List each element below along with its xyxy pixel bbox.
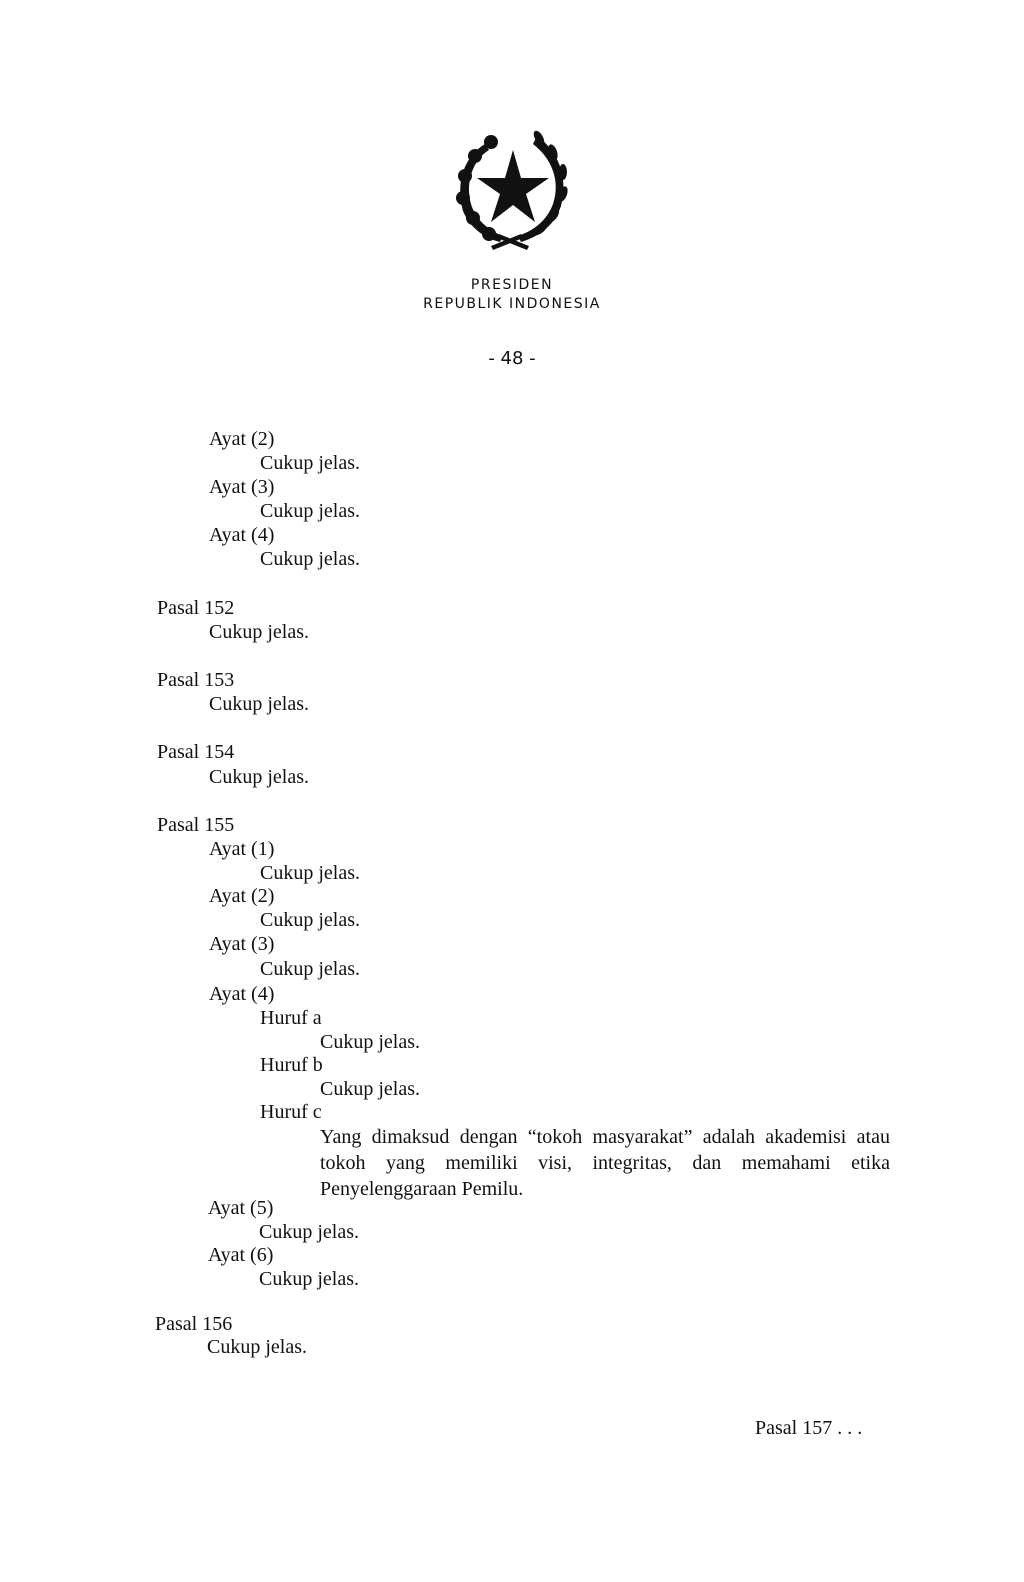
ayat-heading: Ayat (3)	[209, 933, 275, 955]
header-title-line1: PRESIDEN	[470, 277, 554, 293]
ayat-heading: Ayat (4)	[209, 983, 275, 1005]
ayat-heading: Ayat (1)	[209, 838, 275, 860]
ayat-heading: Ayat (2)	[209, 428, 275, 450]
explanation-text: Cukup jelas.	[260, 958, 360, 980]
ayat-heading: Ayat (6)	[208, 1244, 274, 1266]
explanation-text: Cukup jelas.	[259, 1221, 359, 1243]
huruf-heading: Huruf b	[260, 1054, 323, 1076]
garuda-emblem-icon	[445, 126, 575, 252]
huruf-heading: Huruf c	[260, 1101, 322, 1123]
huruf-c-explanation: Yang dimaksud dengan “tokoh masyarakat” adalah akademisi atau tokoh yang memiliki visi, integritas, dan memahami etika Penyelenggaraan Pemilu.	[320, 1126, 890, 1200]
pasal-heading: Pasal 152	[157, 597, 235, 619]
explanation-text: Cukup jelas.	[320, 1078, 420, 1100]
huruf-heading: Huruf a	[260, 1007, 322, 1029]
ayat-heading: Ayat (4)	[209, 524, 275, 546]
explanation-text: Cukup jelas.	[260, 862, 360, 884]
explanation-text: Cukup jelas.	[260, 909, 360, 931]
explanation-text: Cukup jelas.	[207, 1336, 307, 1358]
explanation-text: Cukup jelas.	[259, 1268, 359, 1290]
explanation-text: Cukup jelas.	[260, 500, 360, 522]
ayat-heading: Ayat (5)	[208, 1197, 274, 1219]
pasal-heading: Pasal 156	[155, 1313, 233, 1335]
explanation-text: Cukup jelas.	[209, 621, 309, 643]
header-title-line2: REPUBLIK INDONESIA	[423, 296, 601, 312]
explanation-text: Cukup jelas.	[260, 548, 360, 570]
explanation-text: Cukup jelas.	[320, 1031, 420, 1053]
explanation-text: Cukup jelas.	[260, 452, 360, 474]
explanation-text: Cukup jelas.	[209, 766, 309, 788]
pasal-heading: Pasal 155	[157, 814, 235, 836]
explanation-text: Cukup jelas.	[209, 693, 309, 715]
pasal-heading: Pasal 154	[157, 741, 235, 763]
page-number: - 48 -	[488, 348, 536, 369]
pasal-heading: Pasal 153	[157, 669, 235, 691]
ayat-heading: Ayat (2)	[209, 885, 275, 907]
next-page-reference: Pasal 157 . . .	[755, 1417, 863, 1439]
ayat-heading: Ayat (3)	[209, 476, 275, 498]
